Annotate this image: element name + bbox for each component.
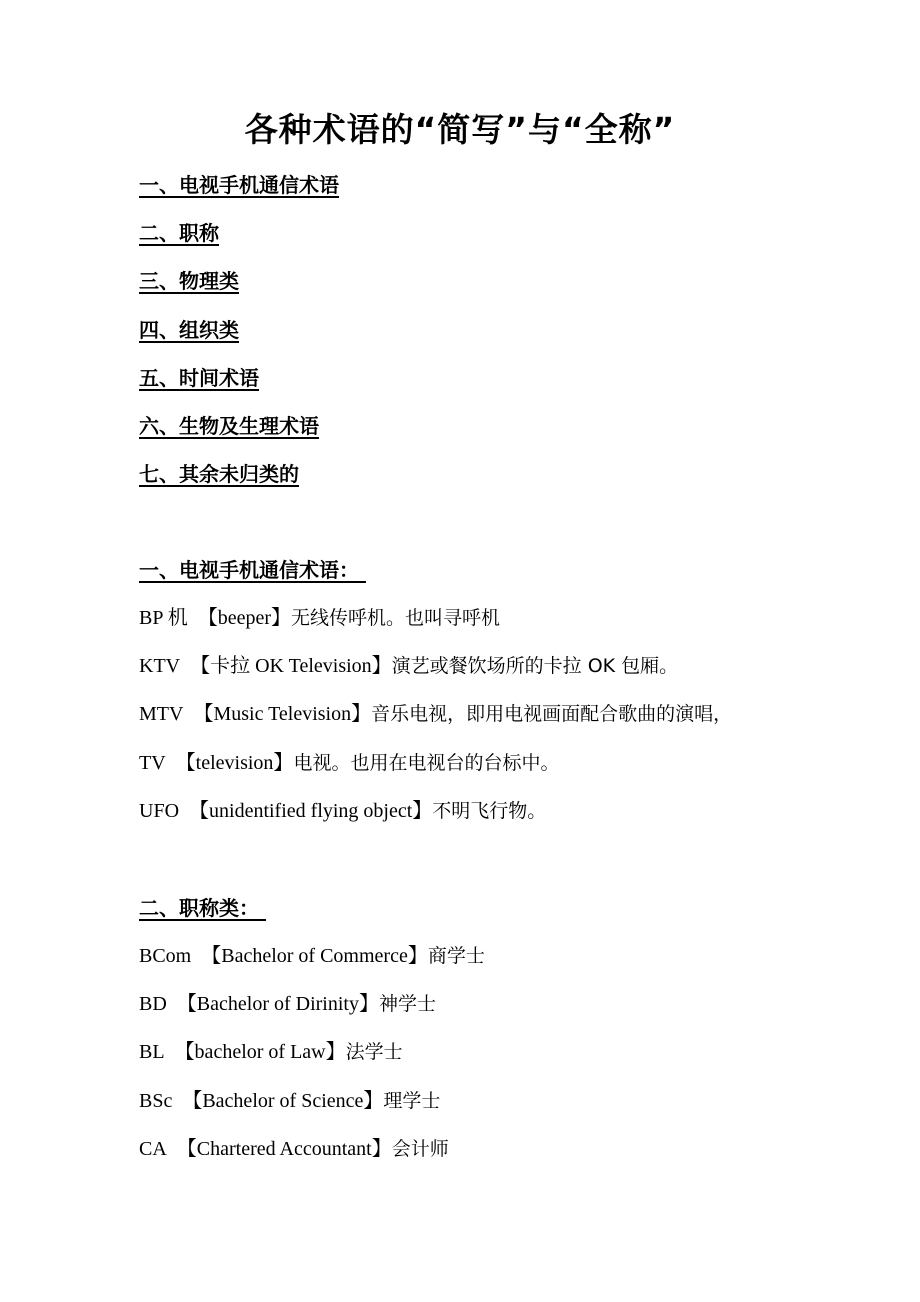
term-description: 理学士 [383,1089,441,1112]
term-full-name: 【unidentified flying object】 [189,799,433,822]
term-description: 商学士 [427,945,485,967]
term-abbreviation: MTV [139,703,184,726]
toc-item[interactable] [139,360,339,408]
toc-item[interactable] [139,408,339,456]
term-full-name: 【Bachelor of Science】 [182,1089,384,1112]
page-title: 各种术语的“简写”与“全称” [244,110,676,149]
term-abbreviation: KTV [139,655,181,678]
term-abbreviation: CA [139,1137,167,1160]
section-heading [139,552,732,600]
section-heading-text: 一、电视手机通信术语： [139,558,366,582]
term-full-name: 【beeper】 [197,607,292,629]
term-entry [139,1083,485,1131]
toc-link[interactable]: 一、电视手机通信术语 [139,173,339,197]
section-telecom-terms [139,552,732,841]
toc-link[interactable]: 七、其余未归类的 [139,462,299,487]
term-entry [139,648,732,696]
term-full-name: 【Music Television】 [193,703,372,726]
term-description: 演艺或餐饮场所的卡拉 OK 包厢。 [391,655,679,678]
section-heading-text: 二、职称类： [139,896,266,920]
term-entry [139,696,732,744]
section-heading [139,890,485,938]
term-description: 音乐电视，即用电视画面配合歌曲的演唱， [371,703,733,726]
term-full-name: 【卡拉 OK Television】 [190,655,392,678]
term-list [139,600,732,841]
term-entry [139,745,732,793]
term-description: 神学士 [378,993,436,1016]
toc-link[interactable]: 四、组织类 [139,317,239,342]
term-full-name: 【Bachelor of Commerce】 [201,945,428,967]
term-entry [139,600,732,648]
term-abbreviation: BSc [139,1089,173,1112]
toc-item[interactable] [139,215,339,263]
toc-link[interactable]: 三、物理类 [139,269,239,294]
term-abbreviation: UFO [139,799,180,822]
toc-item[interactable] [139,167,339,215]
term-abbreviation: BP 机 [139,607,188,629]
term-description: 不明飞行物。 [432,799,547,822]
term-entry [139,1131,485,1179]
toc-item[interactable] [139,263,339,311]
toc-link[interactable]: 六、生物及生理术语 [139,413,319,438]
toc-item[interactable] [139,312,339,360]
toc-link[interactable]: 五、时间术语 [139,365,259,390]
term-description: 无线传呼机。也叫寻呼机 [291,607,501,629]
toc-item[interactable] [139,456,339,504]
term-full-name: 【bachelor of Law】 [174,1041,346,1064]
term-abbreviation: BCom [139,945,192,967]
term-full-name: 【Bachelor of Dirinity】 [176,993,379,1016]
table-of-contents [139,167,339,504]
term-entry [139,1034,485,1082]
term-abbreviation: TV [139,751,166,774]
term-entry [139,938,485,986]
term-abbreviation: BL [139,1041,165,1064]
term-description: 法学士 [345,1041,403,1064]
term-entry [139,793,732,841]
section-title-terms [139,890,485,1179]
term-list [139,938,485,1179]
toc-link[interactable]: 二、职称 [139,221,219,246]
term-description: 会计师 [391,1137,449,1160]
term-full-name: 【television】 [175,751,294,774]
term-abbreviation: BD [139,993,167,1016]
term-entry [139,986,485,1034]
term-full-name: 【Chartered Accountant】 [176,1137,392,1160]
term-description: 电视。也用在电视台的台标中。 [293,751,560,774]
